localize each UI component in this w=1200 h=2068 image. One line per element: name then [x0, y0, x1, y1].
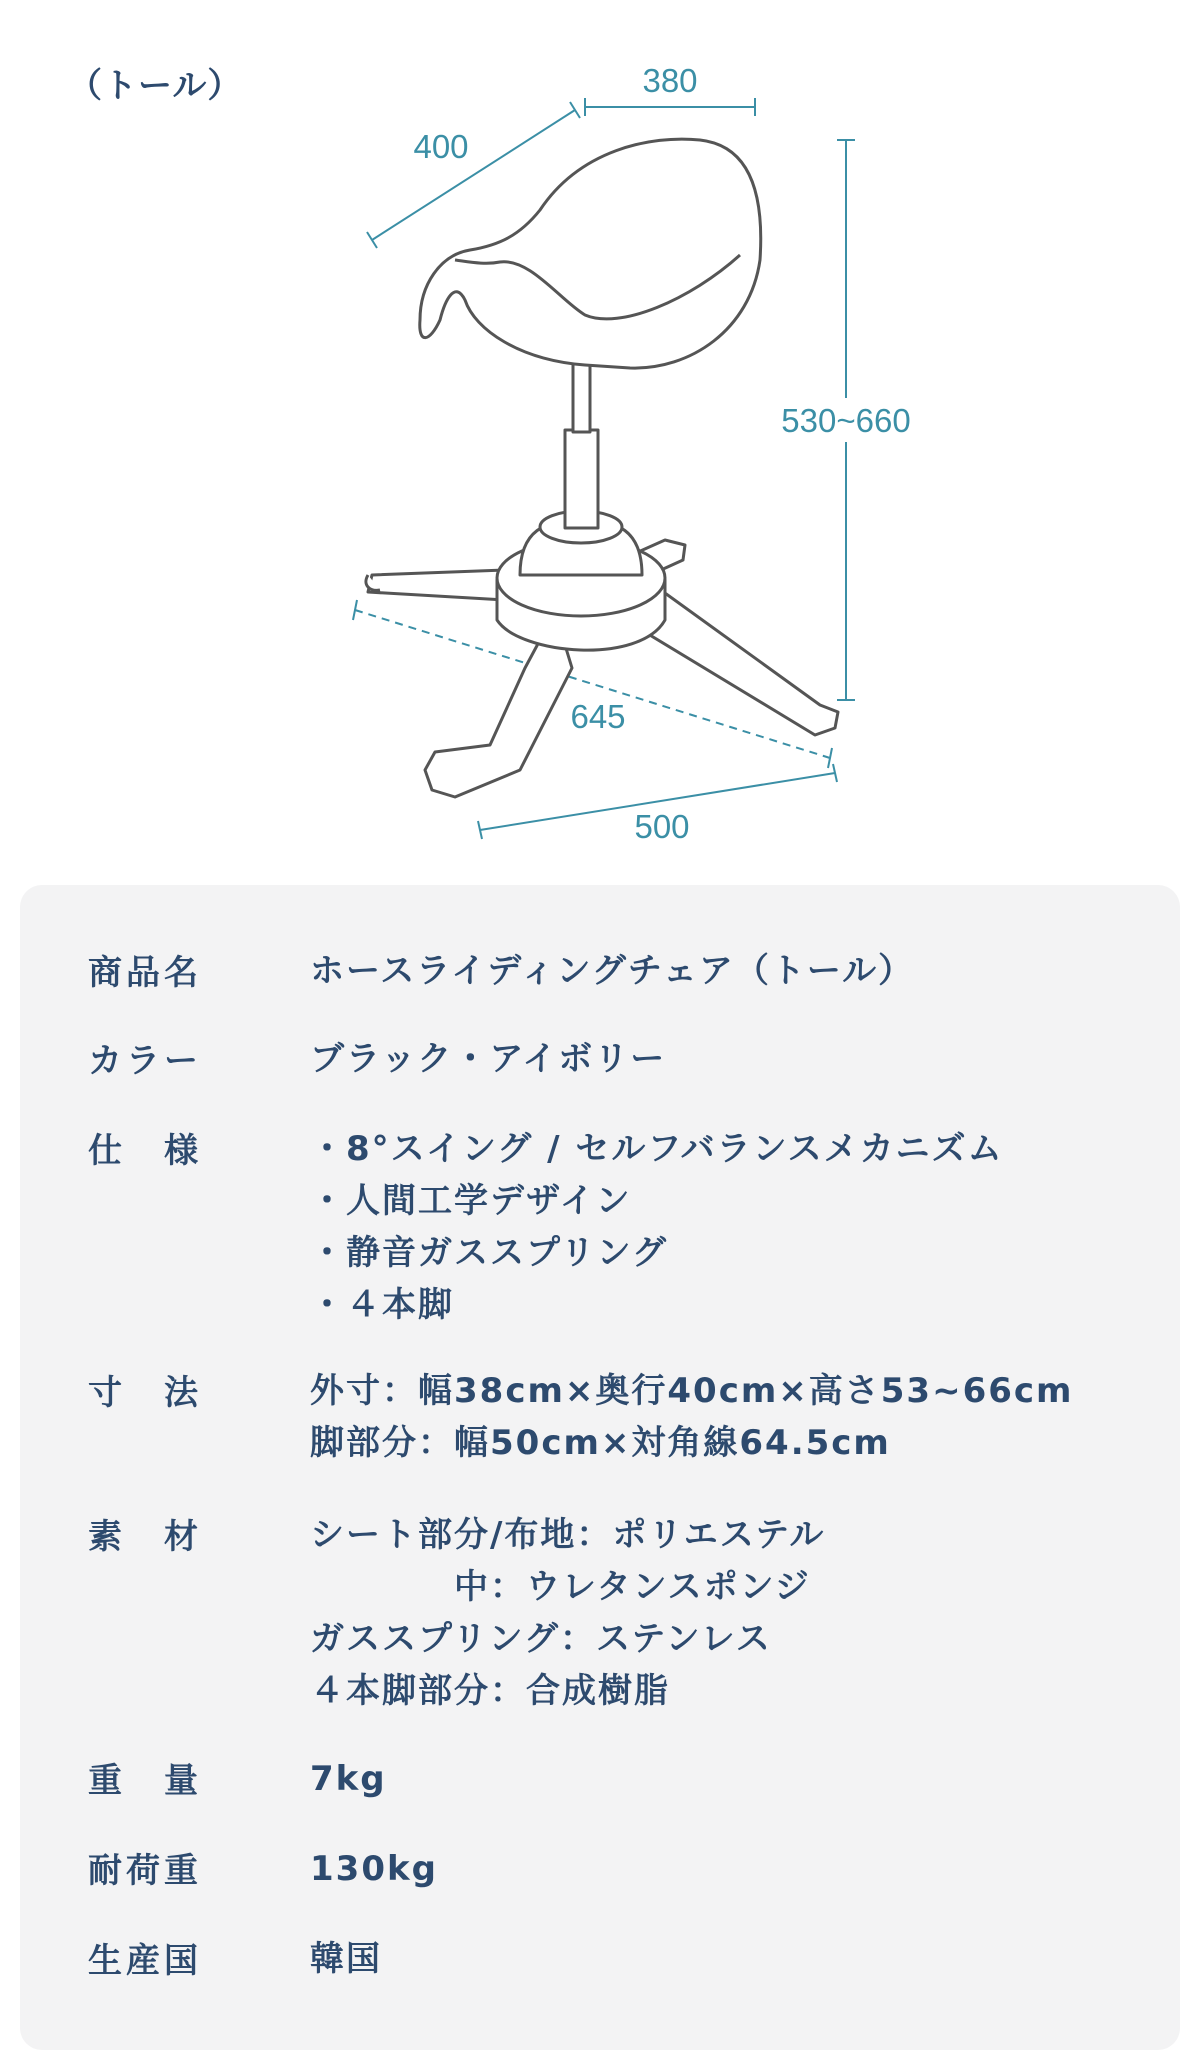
spec-value-feature: ・４本脚 — [310, 1285, 454, 1325]
spec-value-material: 中：ウレタンスポンジ — [310, 1567, 811, 1607]
spec-value-feature: ・人間工学デザイン — [310, 1181, 632, 1221]
variant-label: （トール） — [68, 66, 243, 106]
spec-value-material: シート部分/布地：ポリエステル — [310, 1515, 826, 1555]
spec-label-materials: 素 材 — [88, 1517, 202, 1557]
spec-value-color: ブラック・アイボリー — [310, 1039, 667, 1079]
seat-width-label: 380 — [642, 62, 698, 99]
spec-value-origin: 韓国 — [310, 1939, 382, 1979]
spec-value-weight: 7kg — [310, 1759, 387, 1799]
height-label: 530~660 — [781, 402, 911, 439]
seat-depth-label: 400 — [413, 128, 469, 165]
spec-value-feature: ・8°スイング / セルフバランスメカニズム — [310, 1129, 1004, 1169]
spec-value-dimension: 外寸：幅38cm×奥行40cm×高さ53~66cm — [310, 1371, 1074, 1411]
spec-value-dimension: 脚部分：幅50cm×対角線64.5cm — [310, 1423, 891, 1463]
spec-label-load: 耐荷重 — [88, 1851, 202, 1891]
spec-label-name: 商品名 — [88, 953, 202, 993]
spec-value-load: 130kg — [310, 1849, 438, 1889]
spec-label-features: 仕 様 — [88, 1131, 202, 1171]
base-width-label: 500 — [634, 808, 690, 845]
spec-label-color: カラー — [88, 1041, 202, 1081]
spec-label-dimensions: 寸 法 — [88, 1373, 202, 1413]
spec-value-material: ガススプリング：ステンレス — [310, 1619, 772, 1659]
spec-label-weight: 重 量 — [88, 1761, 202, 1801]
spec-label-origin: 生産国 — [88, 1941, 202, 1981]
spec-value-feature: ・静音ガススプリング — [310, 1233, 668, 1273]
spec-value-material: ４本脚部分：合成樹脂 — [310, 1671, 670, 1711]
spec-value-name: ホースライディングチェア（トール） — [310, 951, 915, 991]
chair-dimension-diagram — [0, 0, 1200, 880]
base-diagonal-label: 645 — [570, 698, 626, 735]
spec-panel — [20, 885, 1180, 2050]
seat-width-dimension — [585, 98, 755, 116]
